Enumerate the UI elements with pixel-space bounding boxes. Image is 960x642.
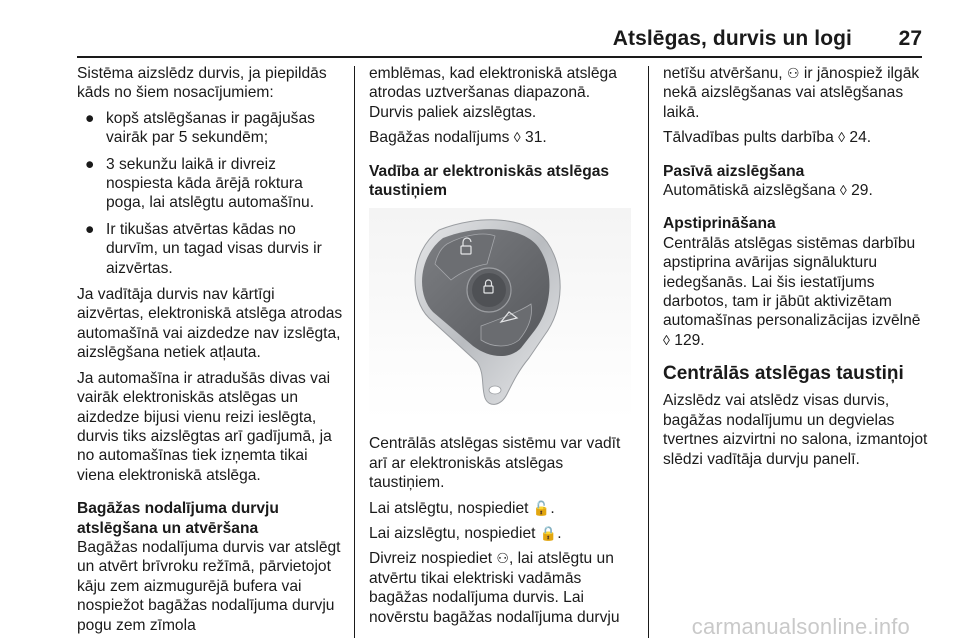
cross-reference: Automātiskā aizslēgšana ◊ 29. [663, 182, 873, 200]
bullet-icon: ● [85, 109, 95, 127]
section-heading: Pasīvā aizslēgšana [663, 162, 805, 180]
cross-reference: Bagāžas nodalījums ◊ 31. [369, 129, 547, 147]
section-heading: Vadība ar elektroniskās atslēgas taustiņiem [369, 162, 610, 200]
column-2 [369, 64, 637, 633]
paragraph: Centrālās atslēgas sistēmu var vadīt arī ar elektroniskās atslēgas taustiņiem. [369, 435, 621, 492]
paragraph: Aizslēdz vai atslēdz visas durvis, bagāžas nodalījumu un degvielas tvertnes aizvirtni no salona, izmantojot slēdzi vadītāja durvju panelī. [663, 392, 928, 468]
watermark: carmanualsonline.info [691, 614, 910, 639]
condition-list [77, 109, 345, 278]
list-item-text: Ir tikušas atvērtas kādas no durvīm, un tagad visas durvis ir aizvērtas. [106, 220, 322, 277]
list-item [77, 220, 345, 278]
paragraph: Bagāžas nodalījuma durvis var atslēgt un atvērt brīvroku režīmā, pārvietojot kāju zem aizmugurējā bufera vai nospiežot bagāžas nodalījuma durvju pogu zem zīmola [77, 538, 341, 634]
bullet-icon: ● [85, 155, 95, 173]
lock-instruction: Lai aizslēgtu, nospiediet 🔒. [369, 525, 562, 543]
column-divider-1 [354, 66, 355, 638]
list-item [77, 109, 345, 148]
page-link[interactable]: 129. [674, 331, 705, 349]
page-header [0, 0, 960, 60]
key-fob-image [369, 208, 631, 420]
cross-reference: Tālvadības pults darbība ◊ 24. [663, 129, 872, 147]
list-item-text: 3 sekunžu laikā ir divreiz nospiesta kāda ārējā roktura poga, lai atslēgtu automašīnu. [106, 155, 315, 212]
paragraph: Ja vadītāja durvis nav kārtīgi aizvērtas, elektroniskā atslēga atrodas automašīnā vai aizdedze nav izslēgta, aizslēgšana netiek atļauta. [77, 286, 343, 362]
trunk-icon: ⚇ [496, 550, 509, 567]
section-heading: Apstiprināšana [663, 215, 776, 233]
header-rule [77, 56, 922, 58]
unlock-instruction: Lai atslēgtu, nospiediet 🔓. [369, 499, 555, 517]
paragraph: Ja automašīna ir atradušās divas vai vairāk elektroniskās atslēgas un aizdedze bijusi vienu reizi ieslēgta, durvis tiks aizslēgtas arī gadījumā, ja no automašīnas tiek izņemta tikai viena elektroniskā atslēga. [77, 369, 332, 484]
paragraph: emblēmas, kad elektroniskā atslēga atrodas uztveršanas diapazonā. Durvis paliek aizslēgtas. [369, 65, 617, 121]
page-number: 27 [898, 27, 922, 50]
page-link[interactable]: 29. [851, 182, 873, 200]
key-fob-photo [369, 208, 631, 420]
section-title: Centrālās atslēgas taustiņi [663, 363, 904, 385]
intro-paragraph: Sistēma aizslēdz durvis, ja piepildās kāds no šiem nosacījumiem: [77, 65, 327, 102]
page-ref-icon: ◊ [839, 182, 847, 199]
page-link[interactable]: 31. [525, 129, 547, 147]
chapter-title: Atslēgas, durvis un logi [612, 27, 852, 50]
trunk-instruction: Divreiz nospiediet ⚇, lai atslēgtu un atvērtu tikai elektriski vadāmās bagāžas nodalījuma durvis. Lai novērstu bagāžas nodalījuma durvju [369, 550, 620, 626]
list-item-text: kopš atslēgšanas ir pagājušas vairāk par 5 sekundēm; [106, 109, 315, 147]
section-heading: Bagāžas nodalījuma durvju atslēgšana un atvēršana [77, 500, 279, 537]
list-item [77, 155, 345, 213]
page-ref-icon: ◊ [513, 129, 521, 146]
trunk-icon: ⚇ [786, 65, 800, 81]
paragraph: Centrālās atslēgas sistēmas darbību apstiprina avārijas signālukturu iedegšanās. Lai šis iestatījums darbotos, tam ir jābūt aktivizētam automašīnas personalizācijas izvēlnē ◊ 129. [663, 234, 921, 349]
bullet-icon: ● [85, 220, 95, 238]
page-ref-icon: ◊ [838, 129, 846, 146]
page-ref-icon: ◊ [663, 331, 670, 348]
page-link[interactable]: 24. [849, 129, 872, 147]
lock-icon: 🔒 [539, 525, 558, 542]
paragraph: netīšu atvēršanu, ⚇ ir jānospiež ilgāk nekā aizslēgšanas vai atslēgšanas laikā. [663, 65, 920, 121]
column-divider-2 [648, 66, 649, 638]
unlock-icon: 🔓 [532, 499, 551, 516]
column-3 [663, 64, 931, 475]
column-1 [77, 64, 345, 641]
